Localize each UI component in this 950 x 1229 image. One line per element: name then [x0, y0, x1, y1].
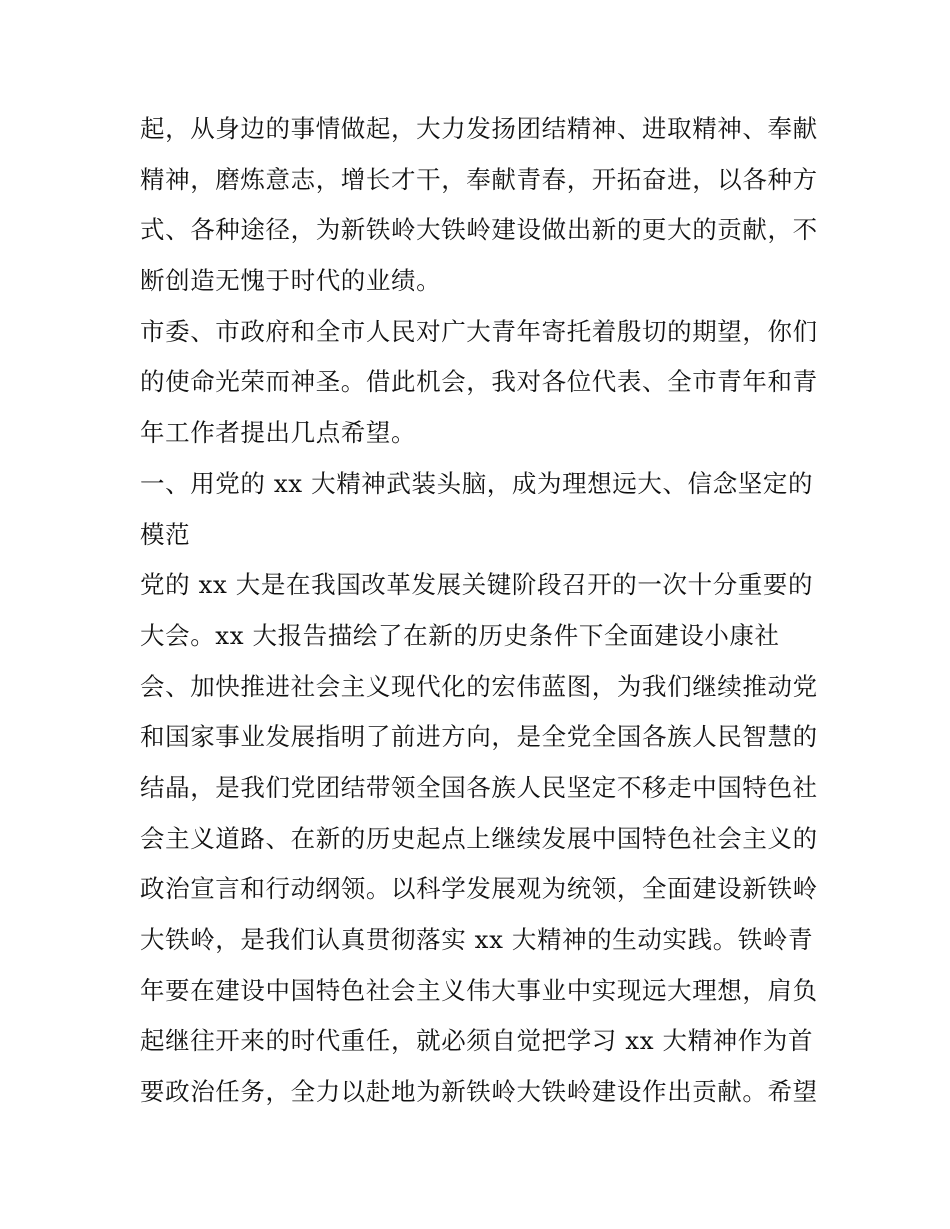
- text-line: 市委、市政府和全市人民对广大青年寄托着殷切的期望，你们: [140, 316, 818, 346]
- text-line: 起，从身边的事情做起，大力发扬团结精神、进取精神、奉献: [140, 114, 818, 143]
- text-line: 党的 xx 大是在我国改革发展关键阶段召开的一次十分重要的: [140, 570, 814, 600]
- text-line: 的使命光荣而神圣。借此机会，我对各位代表、全市青年和青: [140, 367, 818, 397]
- text-line: 政治宣言和行动纲领。以科学发展观为统领，全面建设新铁岭: [140, 874, 818, 904]
- text-line: 要政治任务，全力以赴地为新铁岭大铁岭建设作出贡献。希望: [140, 1077, 818, 1107]
- text-line: 起继往开来的时代重任，就必须自觉把学习 xx 大精神作为首: [140, 1026, 814, 1056]
- text-line: 会、加快推进社会主义现代化的宏伟蓝图，为我们继续推动党: [140, 671, 818, 701]
- text-line: 和国家事业发展指明了前进方向，是全党全国各族人民智慧的: [140, 722, 818, 752]
- text-line: 断创造无愧于时代的业绩。: [140, 266, 442, 296]
- text-line: 结晶，是我们党团结带领全国各族人民坚定不移走中国特色社: [140, 772, 818, 802]
- text-line: 会主义道路、在新的历史起点上继续发展中国特色社会主义的: [140, 823, 818, 853]
- text-line: 大铁岭，是我们认真贯彻落实 xx 大精神的生动实践。铁岭青: [140, 925, 814, 954]
- text-line: 精神，磨炼意志，增长才干，奉献青春，开拓奋进，以各种方: [140, 164, 818, 194]
- text-line: 年要在建设中国特色社会主义伟大事业中实现远大理想，肩负: [140, 975, 818, 1005]
- text-line: 式、各种途径，为新铁岭大铁岭建设做出新的更大的贡献，不: [140, 215, 818, 245]
- section-heading-line: 一、用党的 xx 大精神武装头脑，成为理想远大、信念坚定的: [140, 468, 814, 498]
- body-text: [140, 104, 820, 1118]
- text-line: 年工作者提出几点希望。: [140, 418, 417, 448]
- section-heading-line: 模范: [140, 519, 191, 549]
- text-line: 大会。xx 大报告描绘了在新的历史条件下全面建设小康社: [140, 620, 780, 650]
